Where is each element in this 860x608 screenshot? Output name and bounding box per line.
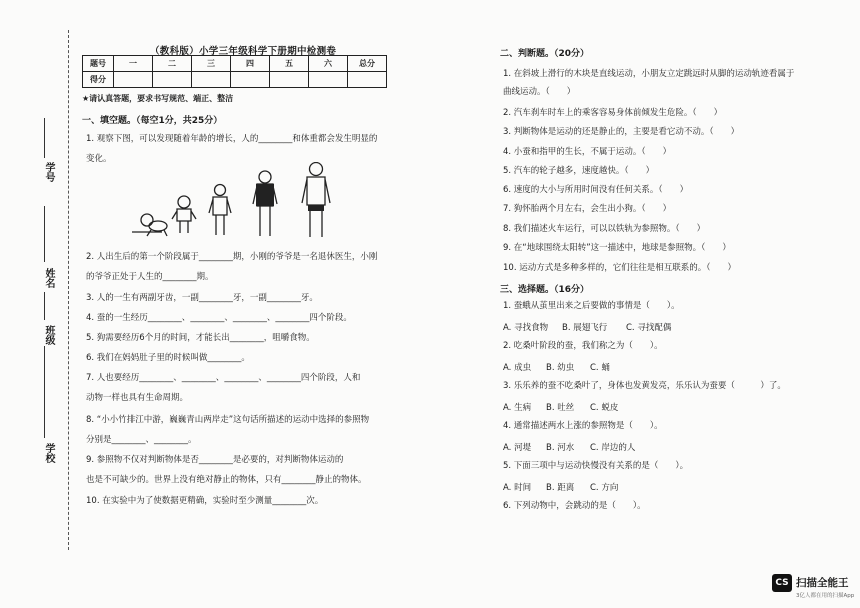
choice-option[interactable]: C. 岸边的人 [590, 443, 636, 453]
question-line: 10. 在实验中为了使数据更精确，实验时至少测量________次。 [86, 496, 324, 506]
student-id-label: 学号 [43, 162, 54, 182]
adult-figure [302, 163, 330, 238]
choice-option[interactable]: B. 幼虫 [546, 363, 575, 373]
score-blank[interactable] [348, 72, 387, 88]
class-label: 班级 [43, 325, 54, 345]
class-blank [44, 292, 45, 320]
choice-question: 3. 乐乐养的蚕不吃桑叶了，身体也发黄发亮，乐乐认为蚕要（ ）了。 [503, 381, 786, 391]
question-line: 6. 速度的大小与所用时间没有任何关系。（ ） [503, 185, 689, 195]
section-fill-blank-heading: 一、填空题。（每空1分，共25分） [82, 116, 223, 126]
question-line: 4. 小蚕和指甲的生长，不属于运动。（ ） [503, 147, 672, 157]
score-blank[interactable] [309, 72, 348, 88]
camscanner-logo-icon: CS [772, 574, 792, 592]
score-cell: 二 [153, 56, 192, 72]
name-blank [44, 206, 45, 262]
choice-option[interactable]: C. 方向 [590, 483, 619, 493]
question-line: 8. 我们描述火车运行，可以以铁轨为参照物。（ ） [503, 224, 706, 234]
score-cell: 六 [309, 56, 348, 72]
choice-option[interactable]: B. 河水 [546, 443, 575, 453]
school-label: 学校 [43, 443, 54, 463]
question-line: 变化。 [86, 154, 112, 164]
name-label: 姓名 [43, 268, 54, 288]
choice-option[interactable]: B. 展翅飞行 [562, 323, 608, 333]
score-cell: 总分 [348, 56, 387, 72]
brand-name: 扫描全能王 [796, 577, 849, 589]
choice-option[interactable]: B. 吐丝 [546, 403, 575, 413]
baby-figure [132, 214, 167, 236]
score-cell: 一 [114, 56, 153, 72]
question-line: 8. “小小竹排江中游，巍巍青山两岸走”这句话所描述的运动中选择的参照物 [86, 415, 370, 425]
question-line: 3. 人的一生有两副牙齿，一副________牙，一副________牙。 [86, 293, 318, 303]
choice-option[interactable]: A. 生病 [503, 403, 532, 413]
question-line: 9. 参照物不仅对判断物体是否________是必要的，对判断物体运动的 [86, 455, 344, 465]
question-line: 5. 狗需要经历6个月的时间，才能长出________，咀嚼食物。 [86, 333, 315, 343]
score-table [82, 55, 387, 88]
section-multiple-choice-heading: 三、选择题。（16分） [500, 285, 590, 295]
adult-belt [308, 205, 324, 211]
binding-fold-line [68, 30, 69, 550]
score-cell: 得分 [83, 72, 114, 88]
question-line: 也是不可缺少的。世界上没有绝对静止的物体，只有________静止的物体。 [86, 475, 367, 485]
score-header-row [83, 56, 387, 72]
score-blank[interactable] [270, 72, 309, 88]
choice-option[interactable]: C. 寻找配偶 [626, 323, 672, 333]
score-cell: 题号 [83, 56, 114, 72]
growth-stages-illustration [122, 162, 342, 238]
question-line: 分别是________、________。 [86, 435, 197, 445]
question-line: 4. 蚕的一生经历________、________、________、________四个阶段。 [86, 313, 352, 323]
question-line: 动物一样也具有生命周期。 [86, 393, 189, 403]
question-line: 9. 在“地球围绕太阳转”这一描述中，地球是参照物。（ ） [503, 243, 731, 253]
choice-question: 4. 通常描述两水上涨的参照物是（ ）。 [503, 421, 663, 431]
question-line: 6. 我们在妈妈肚子里的时候叫做________。 [86, 353, 250, 363]
choice-option[interactable]: A. 寻找食物 [503, 323, 549, 333]
student-id-blank [44, 118, 45, 158]
choice-option[interactable]: C. 蜕皮 [590, 403, 619, 413]
question-line: 曲线运动。（ ） [503, 87, 576, 97]
score-cell: 四 [231, 56, 270, 72]
toddler-figure [172, 196, 196, 233]
score-value-row [83, 72, 387, 88]
score-cell: 五 [270, 56, 309, 72]
question-line: 3. 判断物体是运动的还是静止的，主要是看它动不动。（ ） [503, 127, 740, 137]
choice-option[interactable]: A. 成虫 [503, 363, 532, 373]
brand-tagline: 3亿人都在用的扫描App [796, 593, 855, 599]
exam-title: （教科版）小学三年级科学下册期中检测卷 [150, 46, 337, 57]
question-line: 2. 汽车刹车时车上的乘客容易身体前倾发生危险。（ ） [503, 108, 723, 118]
choice-question: 5. 下面三项中与运动快慢没有关系的是（ ）。 [503, 461, 689, 471]
choice-option[interactable]: A. 河堤 [503, 443, 532, 453]
school-blank [44, 346, 45, 438]
child-figure [209, 185, 231, 236]
choice-option[interactable]: C. 蛹 [590, 363, 610, 373]
question-line: 1. 观察下图，可以发现随着年龄的增长，人的________和体重都会发生明显的 [86, 134, 378, 144]
score-cell: 三 [192, 56, 231, 72]
instructions-note: ★请认真答题，要求书写规范、端正、整洁 [82, 94, 234, 103]
score-blank[interactable] [153, 72, 192, 88]
question-line: 2. 人出生后的第一个阶段属于________期，小刚的爷爷是一名退休医生，小刚 [86, 252, 378, 262]
section-true-false-heading: 二、判断题。（20分） [500, 49, 590, 59]
question-line: 7. 狗怀胎两个月左右，会生出小狗。（ ） [503, 204, 672, 214]
choice-question: 6. 下列动物中，会跳动的是（ ）。 [503, 501, 646, 511]
question-line: 5. 汽车的轮子越多，速度越快。（ ） [503, 166, 655, 176]
score-blank[interactable] [192, 72, 231, 88]
choice-option[interactable]: A. 时间 [503, 483, 532, 493]
choice-option[interactable]: B. 距离 [546, 483, 575, 493]
teen-shirt [256, 184, 274, 206]
question-line: 的爷爷正处于人生的________期。 [86, 272, 214, 282]
question-line: 7. 人也要经历________、________、________、________四个阶段，人和 [86, 373, 361, 383]
score-blank[interactable] [114, 72, 153, 88]
score-blank[interactable] [231, 72, 270, 88]
question-line: 10. 运动方式是多种多样的，它们往往是相互联系的。（ ） [503, 263, 736, 273]
choice-question: 2. 吃桑叶阶段的蚕，我们称之为（ ）。 [503, 341, 663, 351]
question-line: 1. 在斜坡上滑行的木块是直线运动，小朋友立定跳远时从脚的运动轨迹看属于 [503, 69, 795, 79]
choice-question: 1. 蚕蛾从茧里出来之后要做的事情是（ ）。 [503, 301, 680, 311]
